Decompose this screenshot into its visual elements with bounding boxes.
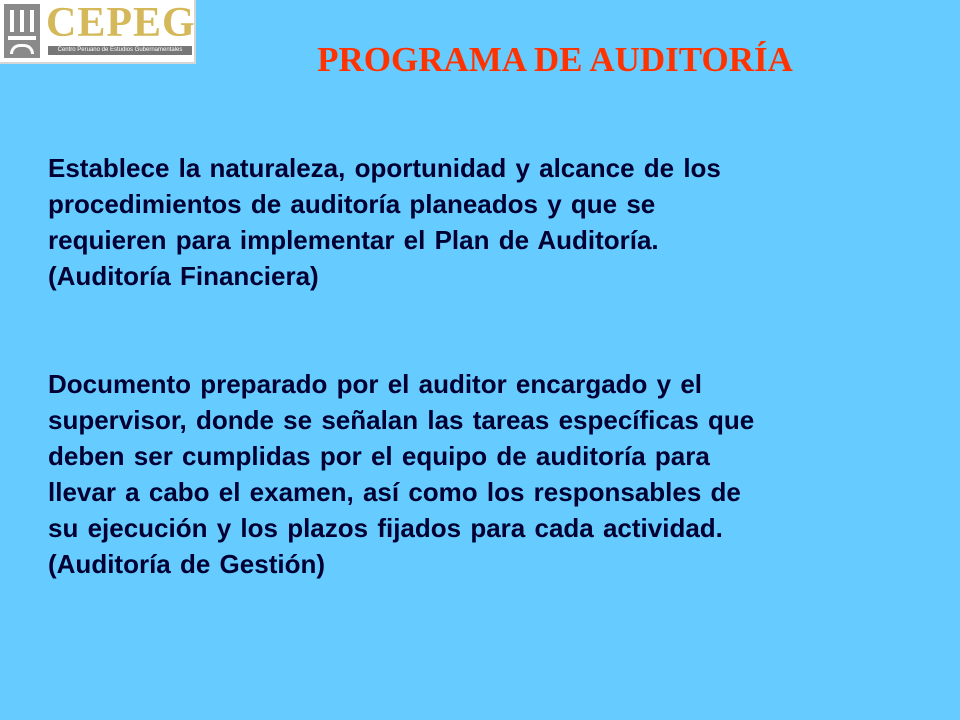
logo-wordmark: CEPEG <box>46 0 196 46</box>
logo-subtitle: Centro Peruano de Estudios Gubernamentales <box>48 46 192 55</box>
text-line: deben ser cumplidas por el equipo de auditoría para <box>48 441 710 471</box>
text-line: requieren para implementar el Plan de Auditoría. <box>48 225 659 255</box>
text-line: (Auditoría de Gestión) <box>48 549 325 579</box>
paragraph-financial-audit <box>48 150 928 294</box>
text-line: supervisor, donde se señalan las tareas específicas que <box>48 405 755 435</box>
text-line: (Auditoría Financiera) <box>48 261 319 291</box>
paragraph-management-audit <box>48 366 928 582</box>
slide-title: PROGRAMA DE AUDITORÍA <box>317 40 793 79</box>
text-line: Establece la naturaleza, oportunidad y alcance de los <box>48 153 721 183</box>
text-line: Documento preparado por el auditor encargado y el <box>48 369 703 399</box>
text-line: su ejecución y los plazos fijados para cada actividad. <box>48 513 723 543</box>
text-line: llevar a cabo el examen, así como los responsables de <box>48 477 741 507</box>
text-line: procedimientos de auditoría planeados y que se <box>48 189 656 219</box>
